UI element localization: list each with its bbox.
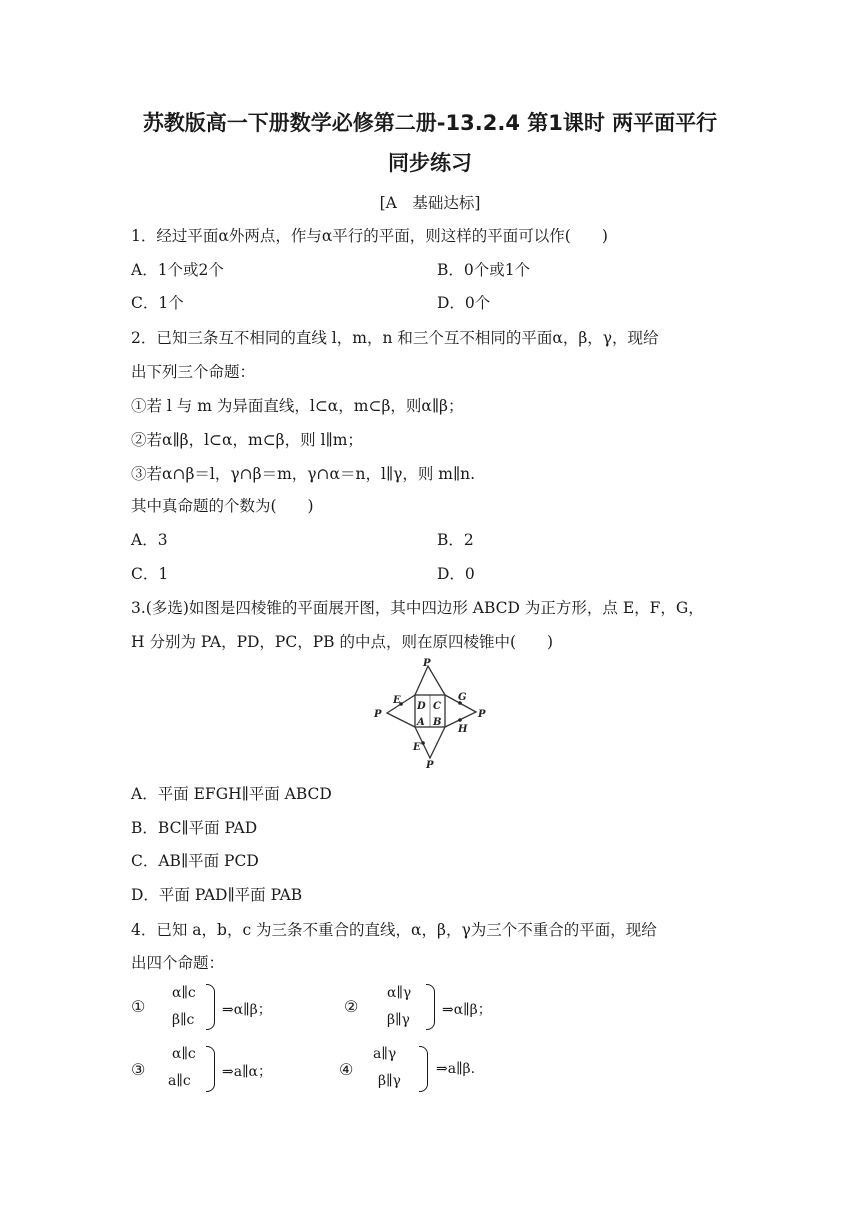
q4-formula2-top: α∥γ <box>387 985 412 1001</box>
q4-formula1-top: α∥c <box>172 985 196 1001</box>
q4-formula2-result: ⇒α∥β； <box>442 1002 492 1018</box>
q2-option-c: C．1 <box>131 565 169 583</box>
q4-formula4-number: ④ <box>339 1060 354 1079</box>
label-p-bottom: P <box>426 760 434 771</box>
q2-option-b: B．2 <box>437 531 474 549</box>
label-d: D <box>417 701 426 712</box>
q2-proposition-1: ①若 l 与 m 为异面直线，l⊂α，m⊂β，则α∥β； <box>131 397 464 415</box>
doc-title-line1: 苏教版高一下册数学必修第二册-13.2.4 第1课时 两平面平行 <box>142 111 718 135</box>
q1-option-c: C．1个 <box>131 294 184 312</box>
q4-formula3-result: ⇒a∥α； <box>222 1064 272 1080</box>
q4-formula4-bottom: β∥γ <box>378 1073 401 1089</box>
q3-option-d: D．平面 PAD∥平面 PAB <box>131 886 303 904</box>
q3-option-b: B．BC∥平面 PAD <box>131 819 258 837</box>
q4-formula1-result: ⇒α∥β； <box>222 1002 272 1018</box>
q4-formula4-result: ⇒a∥β. <box>436 1061 476 1077</box>
label-b: B <box>433 717 442 728</box>
label-p-top: P <box>423 658 431 669</box>
q2-stem-line1: 2．已知三条互不相同的直线 l，m，n 和三个互不相同的平面α，β，γ，现给 <box>131 329 659 347</box>
q4-formula1-brace <box>206 984 215 1030</box>
label-p-right: P <box>478 709 486 720</box>
q3-stem-line1: 3.(多选)如图是四棱锥的平面展开图，其中四边形 ABCD 为正方形，点 E，F，G， <box>131 599 704 617</box>
q2-option-a: A．3 <box>131 531 168 549</box>
label-c: C <box>433 701 441 712</box>
q2-proposition-2: ②若α∥β，l⊂α，m⊂β，则 l∥m； <box>131 431 363 449</box>
q1-stem: 1．经过平面α外两点，作与α平行的平面，则这样的平面可以作( ) <box>131 227 608 245</box>
q2-proposition-3: ③若α∩β＝l，γ∩β＝m，γ∩α＝n，l∥γ，则 m∥n. <box>131 465 476 483</box>
q3-option-a: A．平面 EFGH∥平面 ABCD <box>131 785 332 803</box>
q2-question: 其中真命题的个数为( ) <box>131 497 314 515</box>
label-e-bottom: E <box>413 742 421 753</box>
q4-formula2-bottom: β∥γ <box>387 1012 410 1028</box>
label-p-left: P <box>374 709 382 720</box>
section-heading: [A 基础达标] <box>379 194 481 212</box>
q4-formula1-number: ① <box>131 997 146 1016</box>
q4-formula4-brace <box>419 1046 428 1092</box>
q4-formula2-number: ② <box>344 997 359 1016</box>
q4-formula3-number: ③ <box>131 1060 146 1079</box>
q4-formula2-brace <box>426 984 435 1030</box>
label-a: A <box>417 717 425 728</box>
q4-formula1-bottom: β∥c <box>172 1012 195 1028</box>
q4-stem-line1: 4．已知 a，b，c 为三条不重合的直线，α，β，γ为三个不重合的平面，现给 <box>131 921 657 939</box>
q1-option-a: A．1个或2个 <box>131 261 224 279</box>
q2-stem-line2: 出下列三个命题： <box>131 363 256 381</box>
pyramid-net-figure <box>360 655 500 773</box>
q3-option-c: C．AB∥平面 PCD <box>131 852 259 870</box>
label-g: G <box>458 692 467 703</box>
label-h: H <box>458 724 468 735</box>
q4-formula3-top: α∥c <box>172 1046 196 1062</box>
q4-formula3-brace <box>206 1046 215 1092</box>
q4-formula3-bottom: a∥c <box>168 1073 191 1089</box>
q4-stem-line2: 出四个命题： <box>131 954 225 972</box>
q1-option-b: B．0个或1个 <box>437 261 531 279</box>
q2-option-d: D．0 <box>437 565 475 583</box>
q1-option-d: D．0个 <box>437 294 491 312</box>
doc-title-line2: 同步练习 <box>388 151 472 175</box>
q4-formula4-top: a∥γ <box>373 1046 397 1062</box>
q3-stem-line2: H 分别为 PA，PD，PC，PB 的中点，则在原四棱锥中( ) <box>131 633 554 651</box>
label-e-left: E <box>393 695 401 706</box>
